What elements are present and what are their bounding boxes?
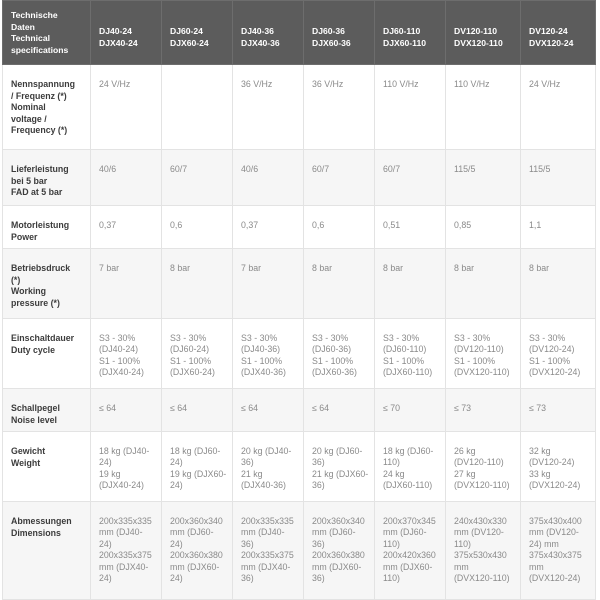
table-cell: 26 kg (DV120-110) 27 kg (DVX120-110) <box>446 432 521 502</box>
table-cell: 20 kg (DJ60- 36) 21 kg (DJX60- 36) <box>304 432 375 502</box>
table-cell: 200x360x340 mm (DJ60- 36) 200x360x380 mm (DJX60- 36) <box>304 502 375 600</box>
spec-table <box>2 0 596 600</box>
table-cell: 200x335x335 mm (DJ40- 24) 200x335x375 mm (DJX40- 24) <box>91 502 162 600</box>
table-cell: 115/5 <box>521 150 596 206</box>
table-cell: S3 - 30% (DV120-110) S1 - 100% (DVX120-110) <box>446 319 521 389</box>
table-cell: 36 V/Hz <box>304 65 375 150</box>
row-label: Motorleistung Power <box>3 206 91 249</box>
header-spec-label: Technische Daten Technical specifications <box>3 1 91 65</box>
table-cell: 24 V/Hz <box>91 65 162 150</box>
table-cell: 8 bar <box>375 249 446 319</box>
table-cell: 0,85 <box>446 206 521 249</box>
table-cell: ≤ 64 <box>233 389 304 432</box>
table-cell: 18 kg (DJ60- 110) 24 kg (DJX60-110) <box>375 432 446 502</box>
table-row-duty-cycle <box>3 319 596 389</box>
row-label: Betriebsdruck (*) Working pressure (*) <box>3 249 91 319</box>
table-cell: 8 bar <box>446 249 521 319</box>
table-cell: 60/7 <box>375 150 446 206</box>
table-cell: 8 bar <box>521 249 596 319</box>
header-model: DJ40-36 DJX40-36 <box>233 1 304 65</box>
table-cell: 20 kg (DJ40- 36) 21 kg (DJX40-36) <box>233 432 304 502</box>
table-row-noise <box>3 389 596 432</box>
table-cell: 110 V/Hz <box>446 65 521 150</box>
table-cell: 0,51 <box>375 206 446 249</box>
table-cell: S3 - 30% (DJ40-36) S1 - 100% (DJX40-36) <box>233 319 304 389</box>
table-cell: S3 - 30% (DJ40-24) S1 - 100% (DJX40-24) <box>91 319 162 389</box>
table-cell: 60/7 <box>162 150 233 206</box>
table-cell: ≤ 70 <box>375 389 446 432</box>
table-row-voltage <box>3 65 596 150</box>
table-cell: 110 V/Hz <box>375 65 446 150</box>
table-cell: 1,1 <box>521 206 596 249</box>
header-model: DJ40-24 DJX40-24 <box>91 1 162 65</box>
table-cell: 200x360x340 mm (DJ60- 24) 200x360x380 mm (DJX60- 24) <box>162 502 233 600</box>
row-label: Nennspannung / Frequenz (*) Nominal voltage / Frequency (*) <box>3 65 91 150</box>
table-cell: 32 kg (DV120-24) 33 kg (DVX120-24) <box>521 432 596 502</box>
table-header-row <box>3 1 596 65</box>
table-row-dimensions <box>3 502 596 600</box>
table-cell: 40/6 <box>91 150 162 206</box>
table-cell: 0,37 <box>233 206 304 249</box>
table-cell: 7 bar <box>91 249 162 319</box>
header-model: DV120-24 DVX120-24 <box>521 1 596 65</box>
table-cell: 24 V/Hz <box>521 65 596 150</box>
table-cell: S3 - 30% (DJ60-24) S1 - 100% (DJX60-24) <box>162 319 233 389</box>
header-model: DJ60-110 DJX60-110 <box>375 1 446 65</box>
row-label: Abmessungen Dimensions <box>3 502 91 600</box>
row-label: Lieferleistung bei 5 bar FAD at 5 bar <box>3 150 91 206</box>
table-cell: S3 - 30% (DV120-24) S1 - 100% (DVX120-24) <box>521 319 596 389</box>
table-row-fad <box>3 150 596 206</box>
table-cell: 60/7 <box>304 150 375 206</box>
header-model: DV120-110 DVX120-110 <box>446 1 521 65</box>
table-cell: 8 bar <box>162 249 233 319</box>
table-cell: 40/6 <box>233 150 304 206</box>
table-cell: S3 - 30% (DJ60-110) S1 - 100% (DJX60-110) <box>375 319 446 389</box>
row-label: Einschaltdauer Duty cycle <box>3 319 91 389</box>
table-cell: ≤ 64 <box>304 389 375 432</box>
header-model: DJ60-24 DJX60-24 <box>162 1 233 65</box>
table-cell: ≤ 64 <box>162 389 233 432</box>
table-cell: 0,37 <box>91 206 162 249</box>
table-cell: 8 bar <box>304 249 375 319</box>
table-cell: 18 kg (DJ40- 24) 19 kg (DJX40-24) <box>91 432 162 502</box>
table-cell: 240x430x330 mm (DV120- 110) 375x530x430 mm (DVX120-110) <box>446 502 521 600</box>
table-cell: 7 bar <box>233 249 304 319</box>
table-cell: ≤ 73 <box>446 389 521 432</box>
table-cell: 200x370x345 mm (DJ60- 110) 200x420x360 mm (DJX60- 110) <box>375 502 446 600</box>
table-cell: 200x335x335 mm (DJ40- 36) 200x335x375 mm (DJX40- 36) <box>233 502 304 600</box>
table-cell <box>162 65 233 150</box>
row-label: Gewicht Weight <box>3 432 91 502</box>
table-cell: 0,6 <box>162 206 233 249</box>
table-cell: 115/5 <box>446 150 521 206</box>
table-row-weight <box>3 432 596 502</box>
table-cell: S3 - 30% (DJ60-36) S1 - 100% (DJX60-36) <box>304 319 375 389</box>
table-cell: 36 V/Hz <box>233 65 304 150</box>
header-model: DJ60-36 DJX60-36 <box>304 1 375 65</box>
row-label: Schallpegel Noise level <box>3 389 91 432</box>
table-row-pressure <box>3 249 596 319</box>
table-cell: 0,6 <box>304 206 375 249</box>
table-row-power <box>3 206 596 249</box>
table-cell: 18 kg (DJ60- 24) 19 kg (DJX60- 24) <box>162 432 233 502</box>
table-cell: ≤ 73 <box>521 389 596 432</box>
table-cell: 375x430x400 mm (DV120- 24) mm 375x430x375 mm (DVX120-24) <box>521 502 596 600</box>
table-cell: ≤ 64 <box>91 389 162 432</box>
